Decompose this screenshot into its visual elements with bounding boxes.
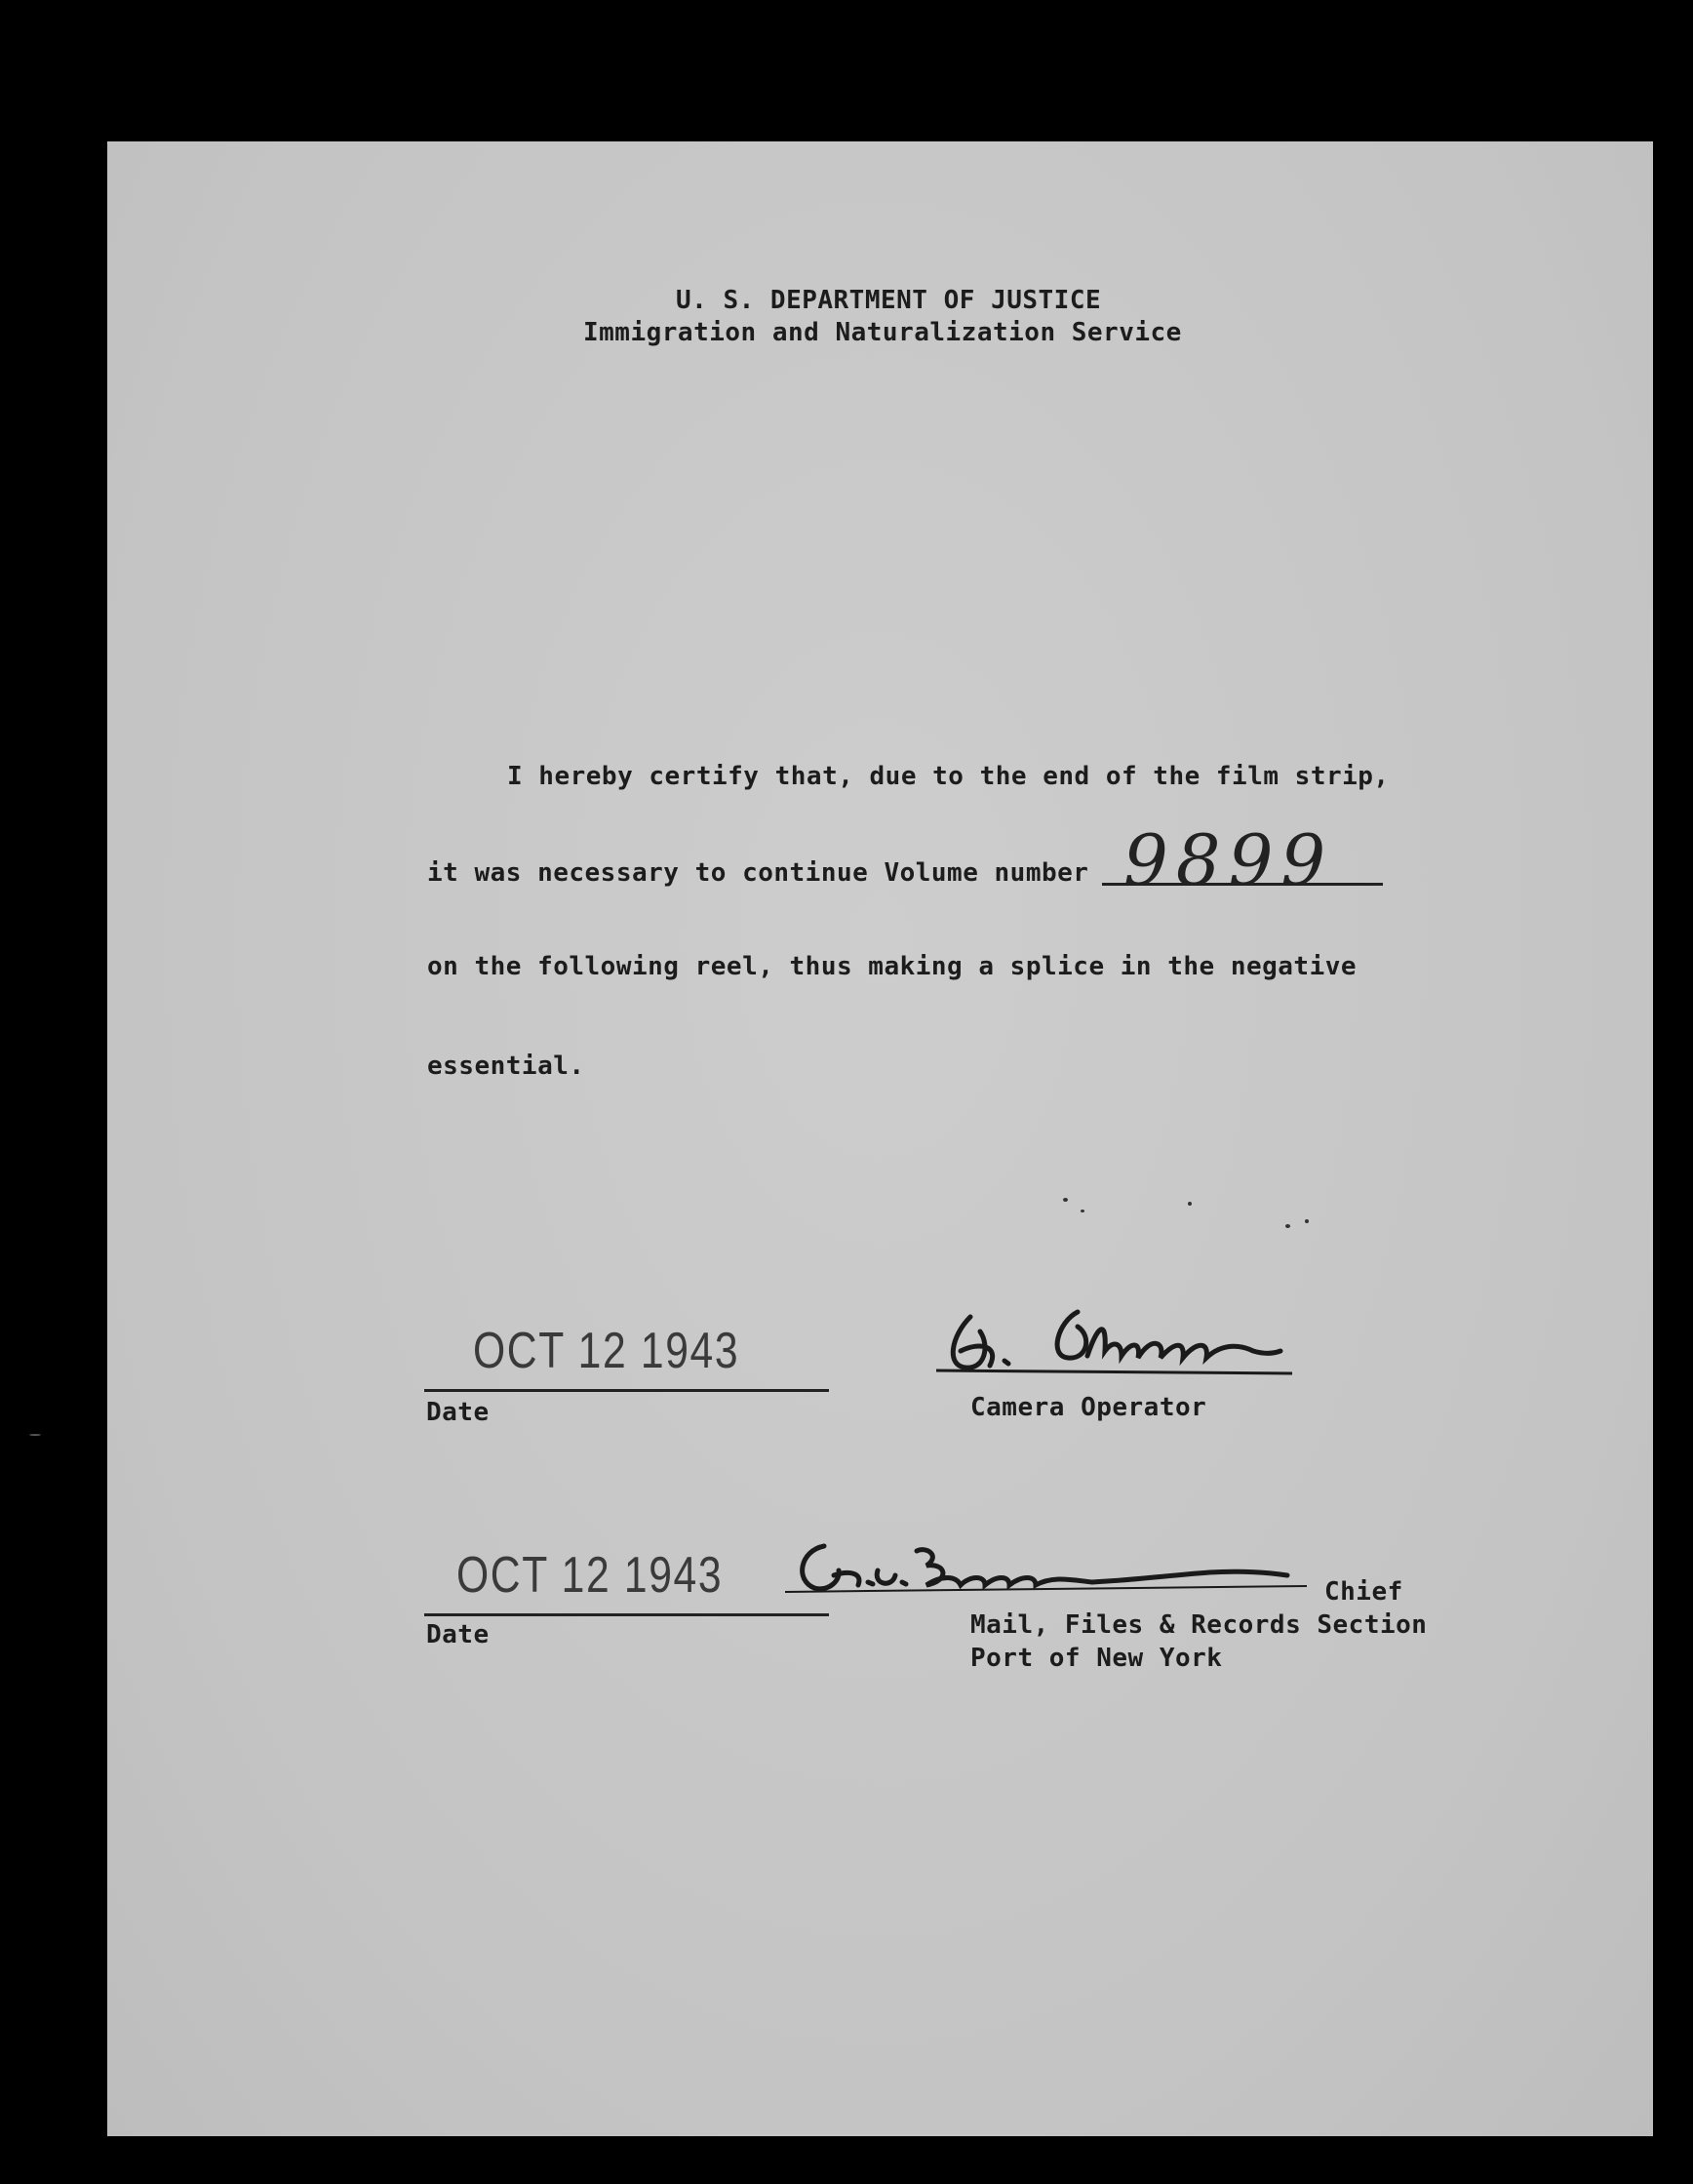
camera-operator-title: Camera Operator bbox=[970, 1393, 1207, 1422]
document-sheet bbox=[107, 141, 1653, 2136]
certification-line-4: essential. bbox=[427, 1052, 585, 1081]
certification-line-2: it was necessary to continue Volume number bbox=[427, 858, 1089, 888]
paper-speck bbox=[29, 1434, 41, 1436]
certification-line-1: I hereby certify that, due to the end of the film strip, bbox=[507, 762, 1390, 791]
chief-title-line-1: Chief bbox=[1324, 1577, 1403, 1607]
service-heading: Immigration and Naturalization Service bbox=[583, 318, 1182, 347]
agency-heading: U. S. DEPARTMENT OF JUSTICE bbox=[676, 286, 1102, 315]
date-stamp-2: OCT 12 1943 bbox=[456, 1547, 724, 1604]
paper-speck bbox=[1285, 1224, 1290, 1228]
date-stamp-1: OCT 12 1943 bbox=[473, 1323, 740, 1379]
date-label-1: Date bbox=[426, 1398, 490, 1427]
chief-signature bbox=[780, 1531, 1326, 1609]
chief-title-line-2: Mail, Files & Records Section bbox=[970, 1610, 1428, 1640]
certification-line-3: on the following reel, thus making a splice in the negative bbox=[427, 952, 1358, 981]
paper-speck bbox=[1081, 1210, 1084, 1212]
paper-speck bbox=[1063, 1198, 1068, 1202]
paper-speck bbox=[1305, 1219, 1309, 1223]
camera-operator-signature bbox=[931, 1297, 1302, 1385]
volume-number-handwritten: 9899 bbox=[1123, 819, 1334, 901]
chief-title-line-3: Port of New York bbox=[970, 1644, 1223, 1673]
date-line-1 bbox=[424, 1389, 829, 1392]
paper-speck bbox=[1188, 1202, 1192, 1206]
date-line-2 bbox=[424, 1613, 829, 1616]
date-label-2: Date bbox=[426, 1620, 490, 1649]
